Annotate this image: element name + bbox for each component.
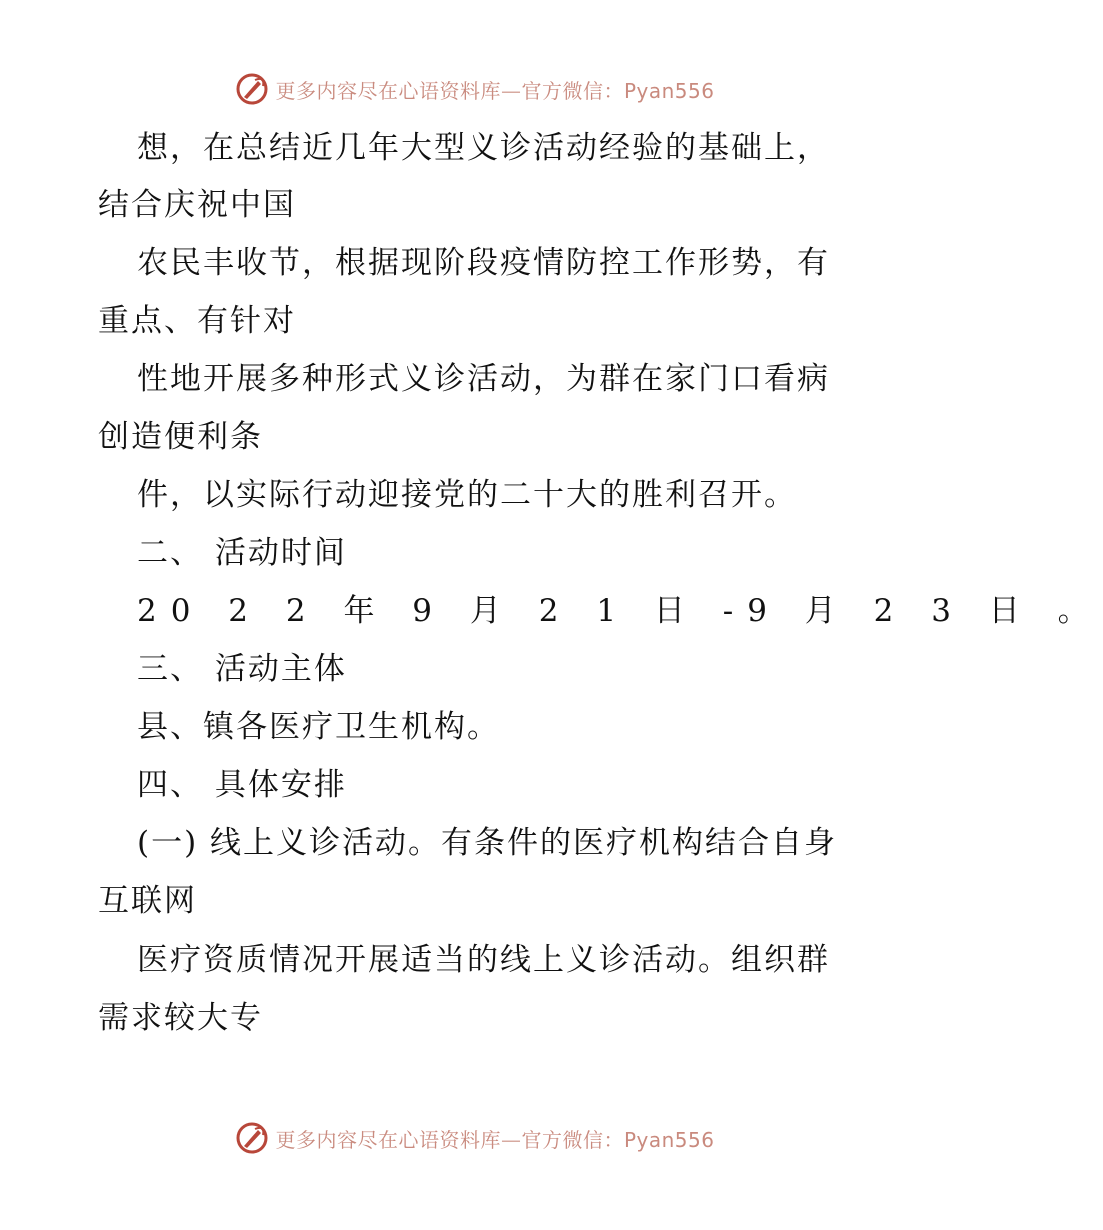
section-heading-time: 二、 活动时间: [137, 535, 347, 571]
body-line-2: 结合庆祝中国: [98, 187, 296, 223]
body-line-6: 创造便利条: [98, 419, 263, 455]
body-line-1: 想，在总结近几年大型义诊活动经验的基础上，: [137, 130, 830, 166]
body-line-subject: 县、镇各医疗卫生机构。: [137, 709, 500, 745]
footer-separator: —: [500, 1127, 522, 1152]
body-line-5: 性地开展多种形式义诊活动，为群在家门口看病: [137, 361, 830, 397]
body-line-online-3: 医疗资质情况开展适当的线上义诊活动。组织群: [137, 942, 830, 978]
footer-site-text: 更多内容尽在心语资料库: [275, 1127, 501, 1152]
section-heading-arrangement: 四、 具体安排: [137, 767, 347, 803]
quill-pen-logo-icon: [235, 1121, 269, 1155]
header-banner: [0, 72, 950, 106]
quill-pen-logo-icon: [235, 72, 269, 106]
footer-banner-text: [275, 1124, 714, 1153]
header-site-text: 更多内容尽在心语资料库: [275, 78, 501, 103]
body-line-online-1: (一) 线上义诊活动。有条件的医疗机构结合自身: [137, 825, 838, 861]
footer-banner: [0, 1121, 950, 1155]
header-separator: —: [500, 78, 522, 103]
section-heading-subject: 三、 活动主体: [137, 651, 347, 687]
header-banner-text: [275, 75, 714, 104]
header-contact-text: 官方微信：Pyan556: [521, 78, 715, 103]
body-line-3: 农民丰收节，根据现阶段疫情防控工作形势，有: [137, 245, 830, 281]
footer-contact-text: 官方微信：Pyan556: [521, 1127, 715, 1152]
body-line-online-4: 需求较大专: [98, 1000, 263, 1036]
body-line-online-2: 互联网: [98, 883, 197, 919]
body-line-4: 重点、有针对: [98, 303, 296, 339]
activity-date-line: 20 2 2 年 9 月 2 1 日 -9 月 2 3 日 。: [137, 593, 1103, 629]
body-line-7: 件，以实际行动迎接党的二十大的胜利召开。: [137, 477, 797, 513]
